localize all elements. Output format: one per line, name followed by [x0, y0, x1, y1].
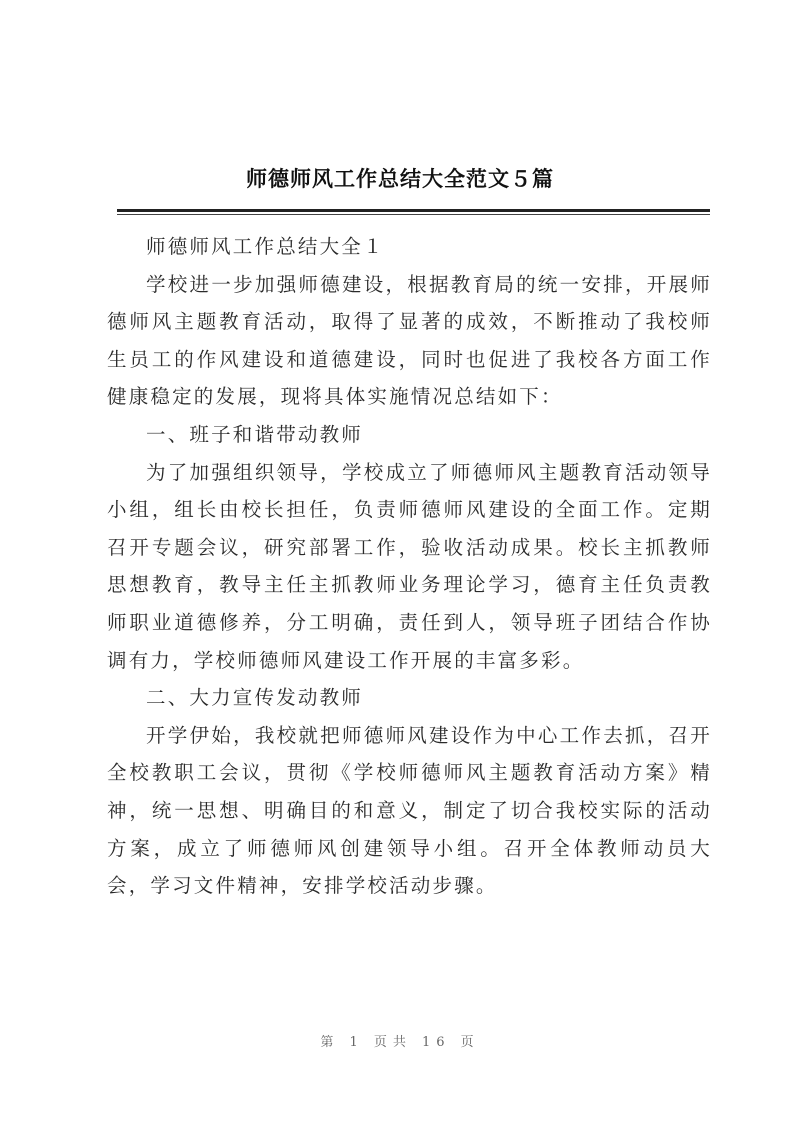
page-number-footer: 第 1 页共 16 页 — [320, 1035, 480, 1050]
title-divider-thin — [117, 214, 710, 215]
subsection-heading: 二、大力宣传发动教师 — [146, 686, 364, 710]
section-heading: 师德师风工作总结大全１ — [146, 235, 385, 258]
body-paragraph: 学校进一步加强师德建设，根据教育局的统一安排，开展师德师风主题教育活动，取得了显著的成效，不断推动了我校师生员工的作风建设和道德建设，同时也促进了我校各方面工作健康稳定的发展，现将具体实施情况总结如下： — [107, 272, 712, 409]
body-paragraph: 开学伊始，我校就把师德师风建设作为中心工作去抓，召开全校教职工会议，贯彻《学校师德师风主题教育活动方案》精神，统一思想、明确目的和意义，制定了切合我校实际的活动方案，成立了师德师风创建领导小组。召开全体教师动员大会，学习文件精神，安排学校活动步骤。 — [107, 723, 712, 898]
title-divider — [117, 209, 710, 212]
document-body — [107, 228, 712, 905]
body-paragraph: 为了加强组织领导，学校成立了师德师风主题教育活动领导小组，组长由校长担任，负责师德师风建设的全面工作。定期召开专题会议，研究部署工作，验收活动成果。校长主抓教师思想教育，教导主任主抓教师业务理论学习，德育主任负责教师职业道德修养，分工明确，责任到人，领导班子团结合作协调有力，学校师德师风建设工作开展的丰富多彩。 — [107, 460, 712, 672]
document-title: 师德师风工作总结大全范文５篇 — [246, 166, 554, 191]
subsection-heading: 一、班子和谐带动教师 — [146, 422, 364, 446]
